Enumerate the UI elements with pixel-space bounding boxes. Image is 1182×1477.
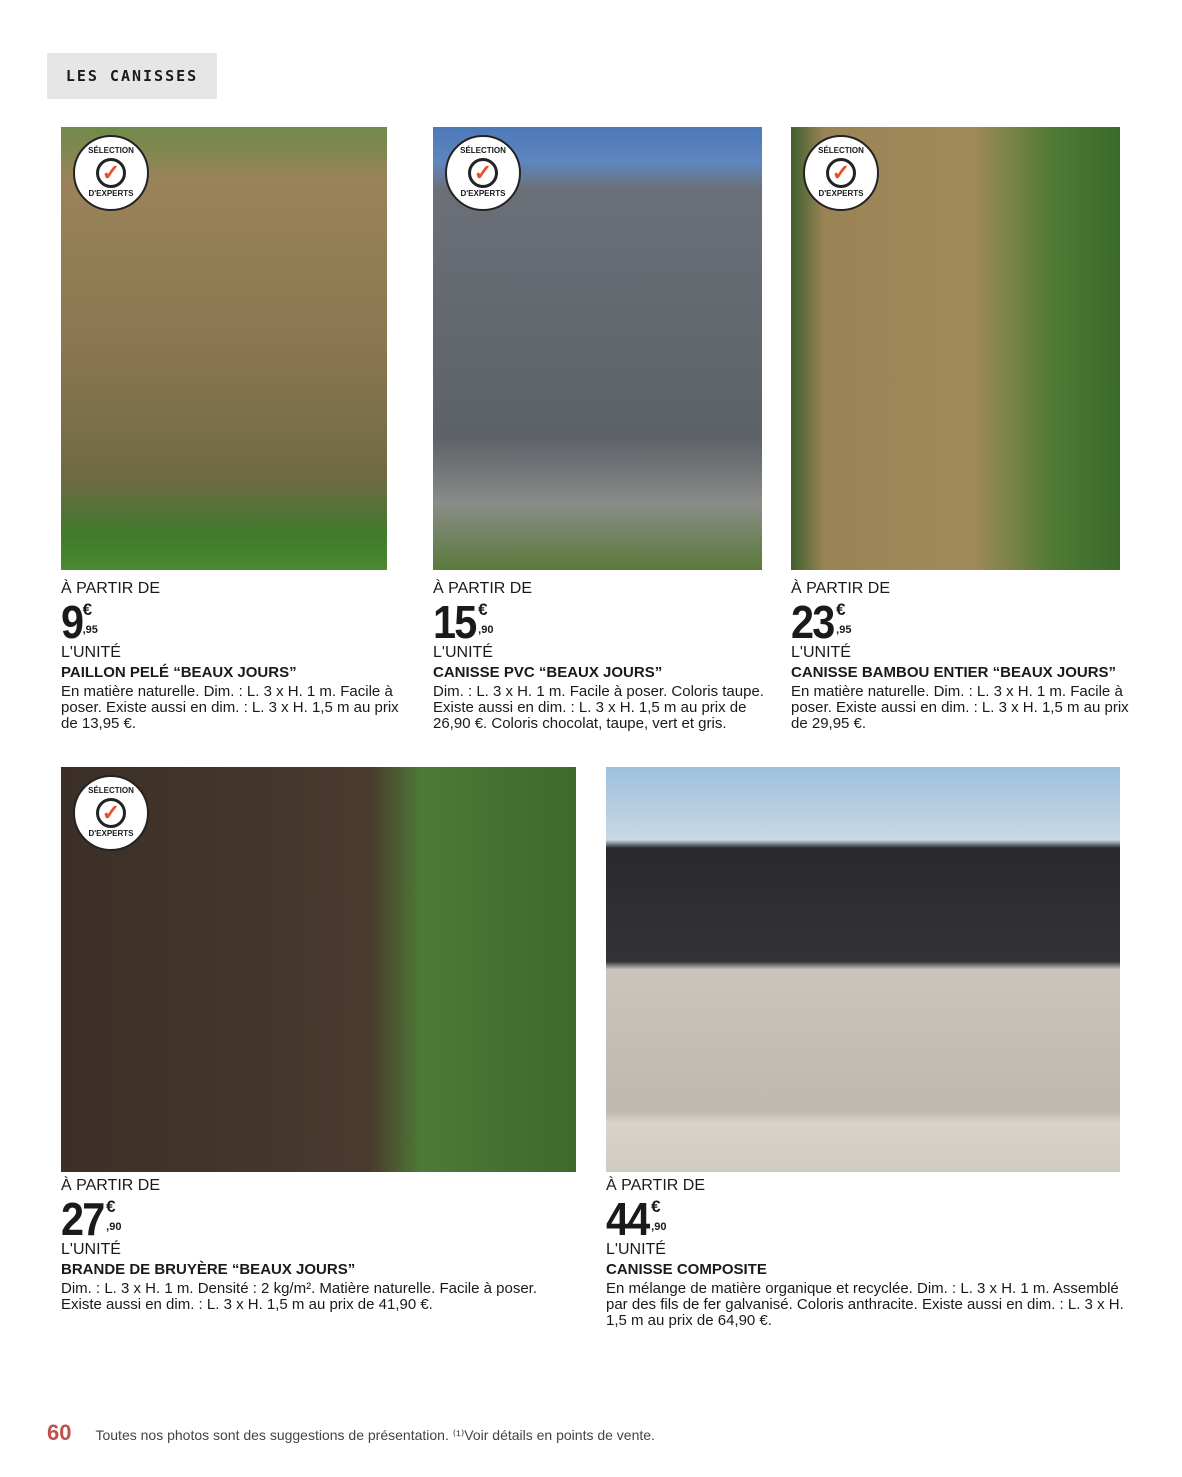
price-decimal: ,95 bbox=[836, 624, 852, 636]
price-decimal: ,90 bbox=[478, 624, 494, 636]
expert-selection-badge bbox=[73, 775, 149, 851]
currency: € bbox=[836, 600, 846, 619]
page-number: 60 bbox=[47, 1420, 72, 1445]
product-photo-bruyere bbox=[61, 767, 576, 1172]
product-description: En matière naturelle. Dim. : L. 3 x H. 1 m. Facile à poser. Existe aussi en dim. : L. 3 x H. 1,5 m au prix de 13,95 €. bbox=[61, 683, 399, 732]
badge-text: D'EXPERTS bbox=[88, 189, 134, 198]
unit-label: L'UNITÉ bbox=[433, 644, 493, 661]
price bbox=[61, 596, 401, 648]
product-name: CANISSE BAMBOU ENTIER “BEAUX JOURS” bbox=[791, 664, 1117, 681]
unit-label: L'UNITÉ bbox=[791, 644, 851, 661]
expert-selection-badge bbox=[73, 135, 149, 211]
badge-text: D'EXPERTS bbox=[460, 189, 506, 198]
price bbox=[606, 1193, 1126, 1245]
from-label: À PARTIR DE bbox=[61, 580, 160, 597]
price-integer: 44 bbox=[606, 1193, 649, 1245]
product-name: CANISSE PVC “BEAUX JOURS” bbox=[433, 664, 663, 681]
footer bbox=[47, 1420, 655, 1446]
price bbox=[791, 596, 1131, 648]
unit-label: L'UNITÉ bbox=[61, 644, 121, 661]
expert-selection-badge bbox=[803, 135, 879, 211]
currency: € bbox=[651, 1197, 661, 1216]
footer-note: Toutes nos photos sont des suggestions de présentation. ⁽¹⁾Voir détails en points de vente. bbox=[95, 1427, 655, 1443]
price-integer: 15 bbox=[433, 596, 476, 648]
unit-label: L'UNITÉ bbox=[606, 1241, 666, 1258]
product-name: PAILLON PELÉ “BEAUX JOURS” bbox=[61, 664, 297, 681]
product-bruyere bbox=[61, 1177, 561, 1313]
price-decimal: ,95 bbox=[82, 624, 98, 636]
price-integer: 27 bbox=[61, 1193, 104, 1245]
currency: € bbox=[82, 600, 93, 619]
currency: € bbox=[106, 1197, 116, 1216]
section-title: LES CANISSES bbox=[47, 53, 217, 99]
product-description: En matière naturelle. Dim. : L. 3 x H. 1 m. Facile à poser. Existe aussi en dim. : L. 3 x H. 1,5 m au prix de 29,95 €. bbox=[791, 683, 1129, 732]
product-description: Dim. : L. 3 x H. 1 m. Densité : 2 kg/m². Matière naturelle. Facile à poser. Existe aussi en dim. : L. 3 x H. 1,5 m au prix de 41,90 €. bbox=[61, 1280, 538, 1313]
currency: € bbox=[478, 600, 488, 619]
badge-text: SÉLECTION bbox=[88, 786, 134, 796]
product-name: CANISSE COMPOSITE bbox=[606, 1261, 767, 1278]
product-bambou bbox=[791, 580, 1131, 732]
price-decimal: ,90 bbox=[651, 1221, 667, 1233]
price bbox=[433, 596, 773, 648]
from-label: À PARTIR DE bbox=[791, 580, 890, 597]
unit-label: L'UNITÉ bbox=[61, 1241, 121, 1258]
product-pvc bbox=[433, 580, 773, 732]
product-photo-composite bbox=[606, 767, 1120, 1172]
product-composite bbox=[606, 1177, 1126, 1329]
price-integer: 23 bbox=[791, 596, 834, 648]
product-paillon bbox=[61, 580, 401, 732]
badge-text: D'EXPERTS bbox=[818, 189, 864, 198]
price-integer: 9 bbox=[61, 596, 83, 648]
expert-selection-badge bbox=[445, 135, 521, 211]
price bbox=[61, 1193, 561, 1245]
check-icon: ✓ bbox=[96, 798, 126, 828]
check-icon: ✓ bbox=[96, 158, 126, 188]
product-name: BRANDE DE BRUYÈRE “BEAUX JOURS” bbox=[61, 1261, 356, 1278]
badge-text: SÉLECTION bbox=[88, 146, 134, 156]
product-description: Dim. : L. 3 x H. 1 m. Facile à poser. Coloris taupe. Existe aussi en dim. : L. 3 x H. 1,5 m au prix de 26,90 €. Coloris chocolat, taupe, vert et gris. bbox=[433, 683, 764, 732]
badge-text: SÉLECTION bbox=[818, 146, 864, 156]
product-photo-pvc bbox=[433, 127, 762, 570]
from-label: À PARTIR DE bbox=[606, 1177, 705, 1194]
badge-text: D'EXPERTS bbox=[88, 829, 134, 838]
check-icon: ✓ bbox=[468, 158, 498, 188]
product-photo-paillon bbox=[61, 127, 387, 570]
price-decimal: ,90 bbox=[106, 1221, 122, 1233]
badge-text: SÉLECTION bbox=[460, 146, 506, 156]
from-label: À PARTIR DE bbox=[61, 1177, 160, 1194]
product-description: En mélange de matière organique et recyclée. Dim. : L. 3 x H. 1 m. Assemblé par des fils de fer galvanisé. Coloris anthracite. Existe aussi en dim. : L. 3 x H. 1,5 m au prix de 64,90 €. bbox=[606, 1280, 1124, 1329]
check-icon: ✓ bbox=[826, 158, 856, 188]
product-photo-bambou bbox=[791, 127, 1120, 570]
from-label: À PARTIR DE bbox=[433, 580, 532, 597]
